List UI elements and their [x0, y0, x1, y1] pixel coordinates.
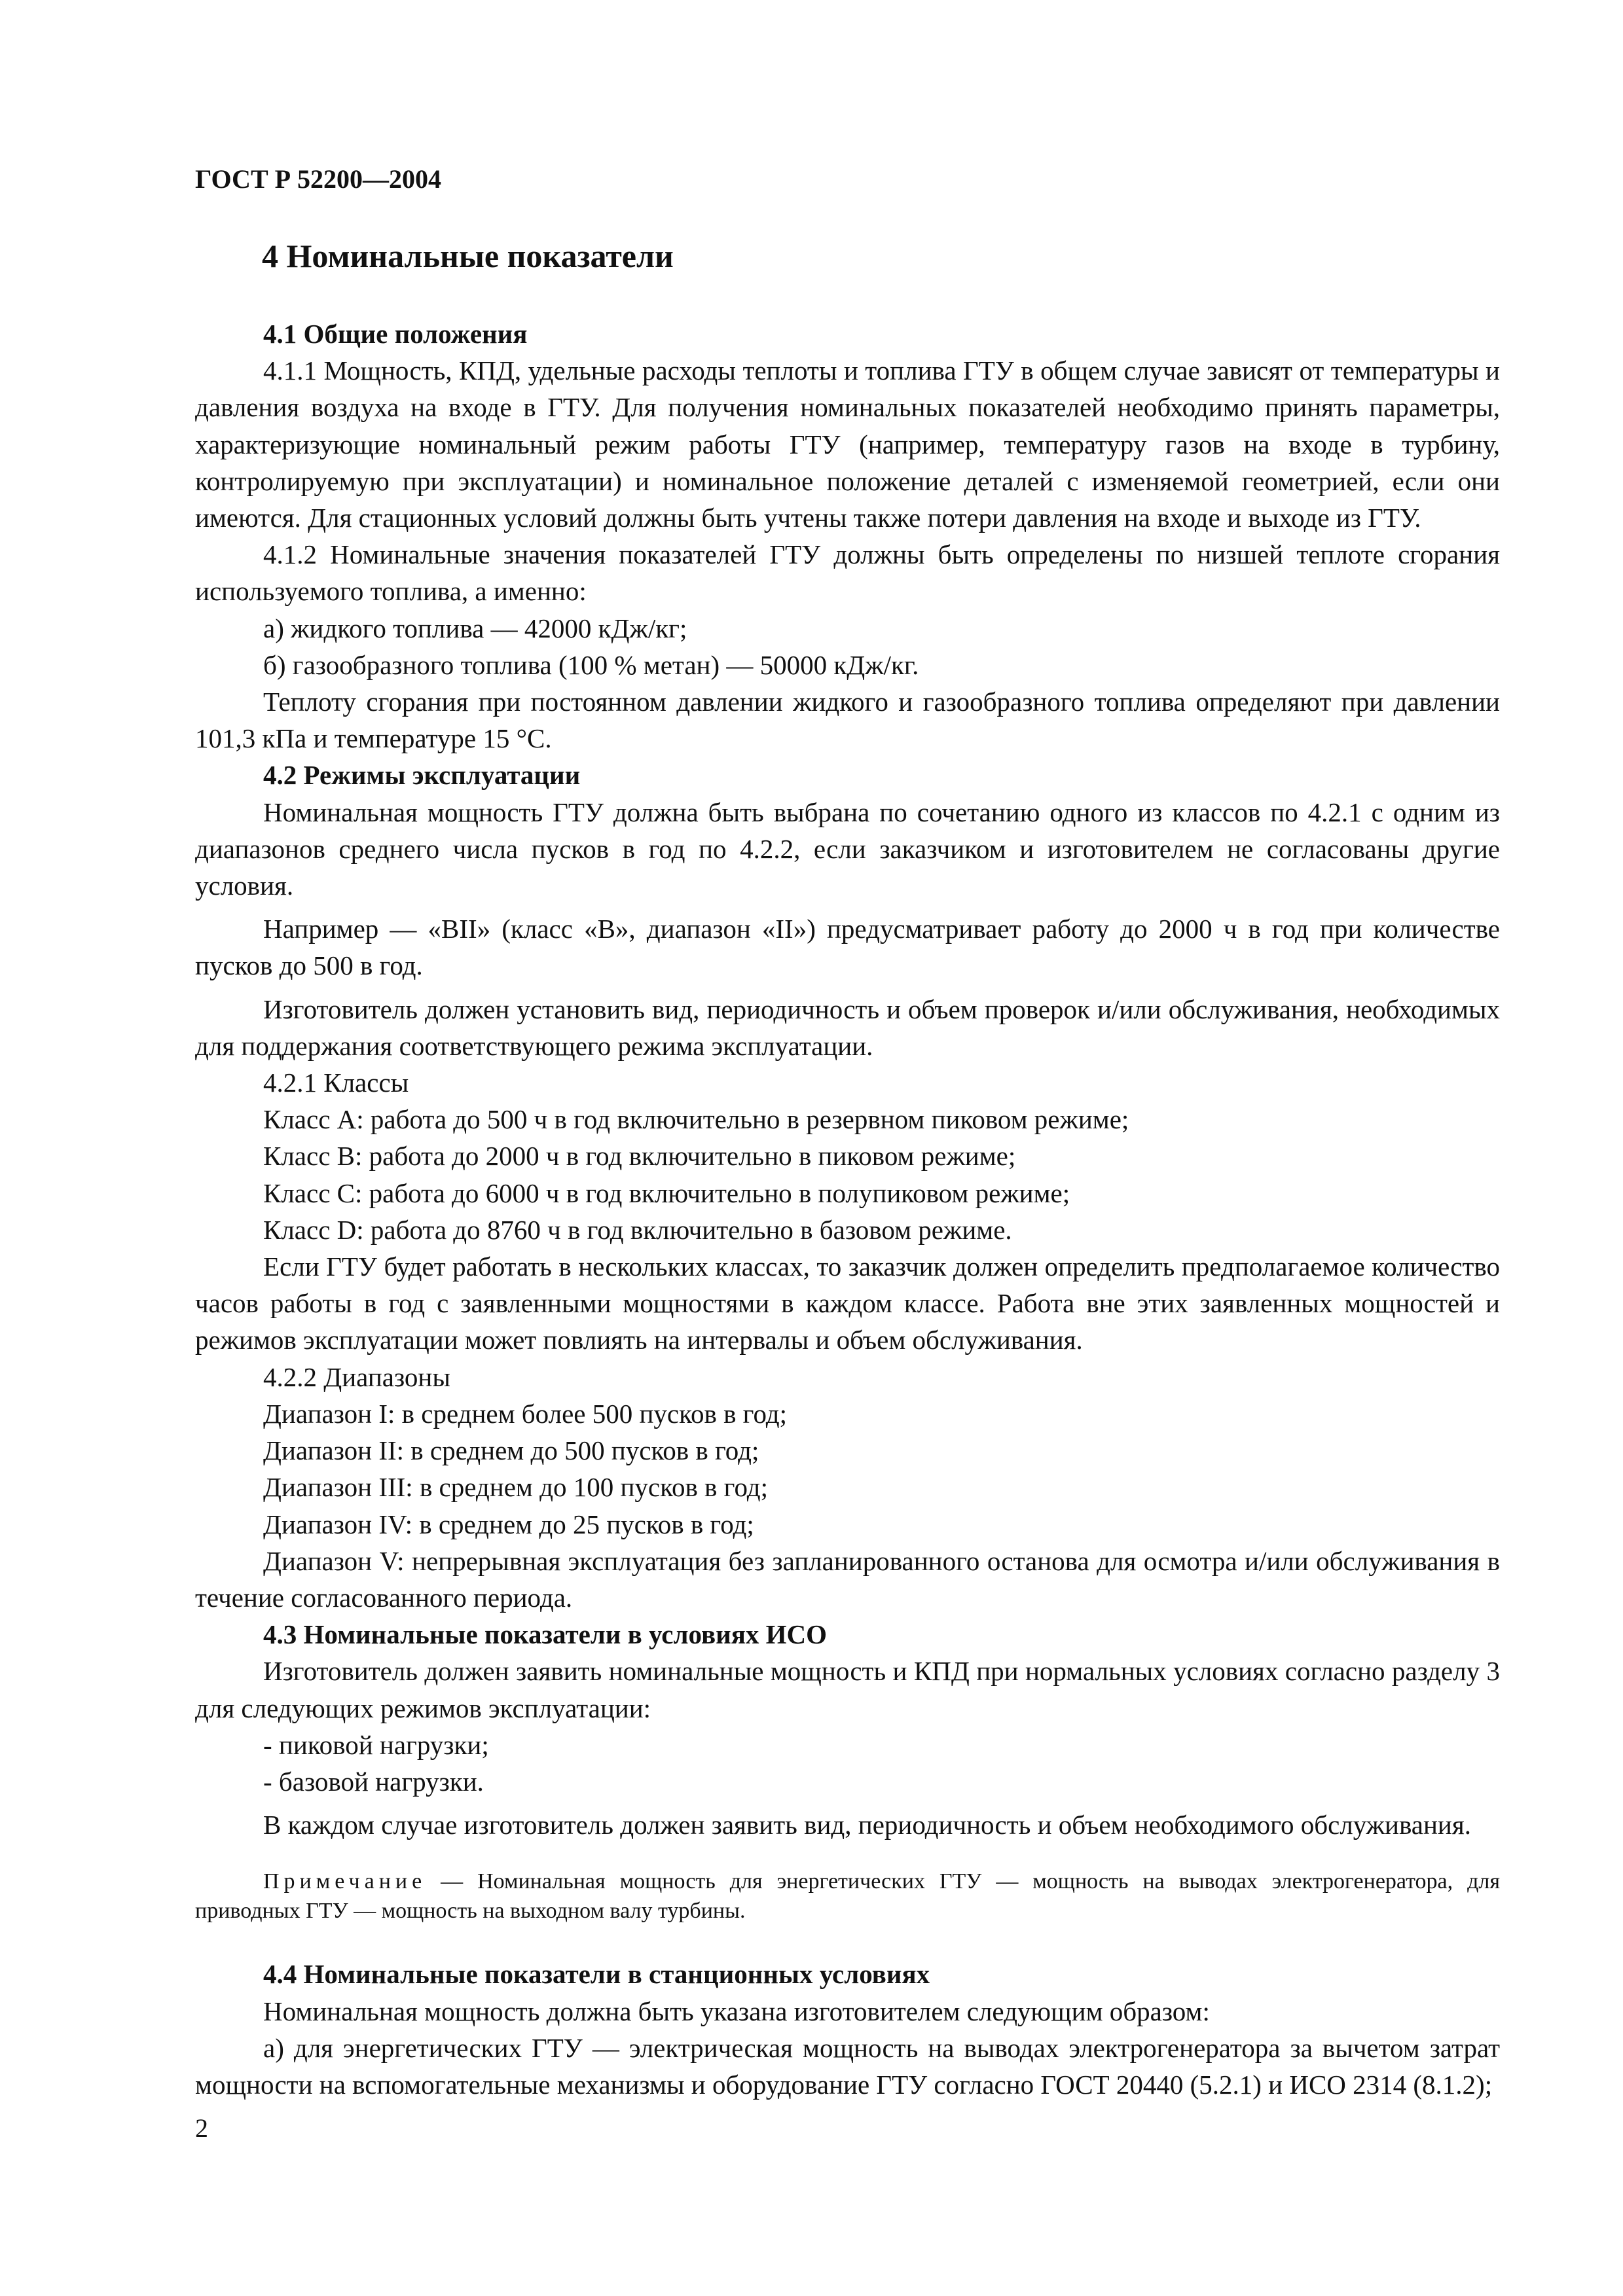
list-item: Класс С: работа до 6000 ч в год включительно в полупиковом режиме; — [263, 1177, 1070, 1208]
subsection-heading: 4.4 Номинальные показатели в станционных условиях — [263, 1959, 930, 1990]
subsection-heading: 4.3 Номинальные показатели в условиях ИСО — [263, 1619, 828, 1650]
clause-heading: 4.2.1 Классы — [263, 1067, 409, 1098]
paragraph: Если ГТУ будет работать в нескольких классах, то заказчик должен определить предполагаемое количество часов работы в год с заявленными мощностями в каждом классе. Работа вне этих заявленных мощностей и режимов эксплуатации может повлиять на интервалы и объем обслуживания. — [195, 1251, 1500, 1355]
list-item: Диапазон I: в среднем более 500 пусков в год; — [263, 1398, 788, 1429]
list-item: Диапазон V: непрерывная эксплуатация без запланированного останова для осмотра и/или обслуживания в течение согласованного периода. — [195, 1545, 1500, 1613]
paragraph: 4.1.2 Номинальные значения показателей ГТУ должны быть определены по низшей теплоте сгорания используемого топлива, а именно: — [195, 539, 1500, 607]
paragraph: Например — «ВII» (класс «В», диапазон «II») предусматривает работу до 2000 ч в год при количестве пусков до 500 в год. — [195, 914, 1500, 981]
list-item: - базовой нагрузки. — [263, 1766, 484, 1797]
list-item: а) для энергетических ГТУ — электрическая мощность на выводах электрогенератора за вычетом затрат мощности на вспомогательные механизмы и оборудование ГТУ согласно ГОСТ 20440 (5.2.1) и ИСО 2314 (8.1.2); — [195, 2032, 1500, 2100]
paragraph: Номинальная мощность должна быть указана изготовителем следующим образом: — [263, 1996, 1210, 2026]
subsection-heading: 4.1 Общие положения — [263, 319, 528, 349]
document-id: ГОСТ Р 52200—2004 — [195, 164, 442, 194]
clause-heading: 4.2.2 Диапазоны — [263, 1361, 450, 1392]
paragraph: Изготовитель должен заявить номинальные мощность и КПД при нормальных условиях согласно разделу 3 для следующих режимов эксплуатации: — [195, 1656, 1500, 1723]
paragraph: Изготовитель должен установить вид, периодичность и объем проверок и/или обслуживания, необходимых для поддержания соответствующего режима эксплуатации. — [195, 994, 1500, 1061]
paragraph: Теплоту сгорания при постоянном давлении жидкого и газообразного топлива определяют при давлении 101,3 кПа и температуре 15 °С. — [195, 687, 1500, 754]
note-label: Примечание — [263, 1869, 427, 1894]
page-content — [195, 315, 1500, 2103]
list-item: Класс D: работа до 8760 ч в год включительно в базовом режиме. — [263, 1214, 1012, 1245]
paragraph: В каждом случае изготовитель должен заявить вид, периодичность и объем необходимого обслуживания. — [263, 1810, 1471, 1840]
section-title: 4 Номинальные показатели — [262, 238, 674, 274]
list-item: а) жидкого топлива — 42000 кДж/кг; — [263, 613, 687, 643]
list-item: Диапазон II: в среднем до 500 пусков в год; — [263, 1435, 759, 1466]
list-item: б) газообразного топлива (100 % метан) — 50000 кДж/кг. — [263, 649, 919, 680]
list-item: Класс В: работа до 2000 ч в год включительно в пиковом режиме; — [263, 1141, 1016, 1172]
list-item: Диапазон III: в среднем до 100 пусков в год; — [263, 1472, 769, 1503]
note — [195, 1867, 1500, 1926]
list-item: Класс А: работа до 500 ч в год включительно в резервном пиковом режиме; — [263, 1104, 1129, 1135]
list-item: - пиковой нагрузки; — [263, 1729, 489, 1760]
subsection-heading: 4.2 Режимы эксплуатации — [263, 760, 581, 791]
list-item: Диапазон IV: в среднем до 25 пусков в год; — [263, 1509, 754, 1539]
page-number: 2 — [195, 2113, 208, 2143]
paragraph: 4.1.1 Мощность, КПД, удельные расходы теплоты и топлива ГТУ в общем случае зависят от температуры и давления воздуха на входе в ГТУ. Для получения номинальных показателей необходимо принять параметры, характеризующие номинальный режим работы ГТУ (например, температуру газов на входе в турбину, контролируемую при эксплуатации) и номинальное положение деталей с изменяемой геометрией, если они имеются. Для стационных условий должны быть учтены также потери давления на входе и выходе из ГТУ. — [195, 355, 1500, 533]
note-text: — Номинальная мощность для энергетических ГТУ — мощность на выводах электрогенератора, для приводных ГТУ — мощность на выходном валу турбины. — [195, 1869, 1500, 1924]
paragraph: Номинальная мощность ГТУ должна быть выбрана по сочетанию одного из классов по 4.2.1 с одним из диапазонов среднего числа пусков в год по 4.2.2, если заказчиком и изготовителем не согласованы другие условия. — [195, 797, 1500, 901]
